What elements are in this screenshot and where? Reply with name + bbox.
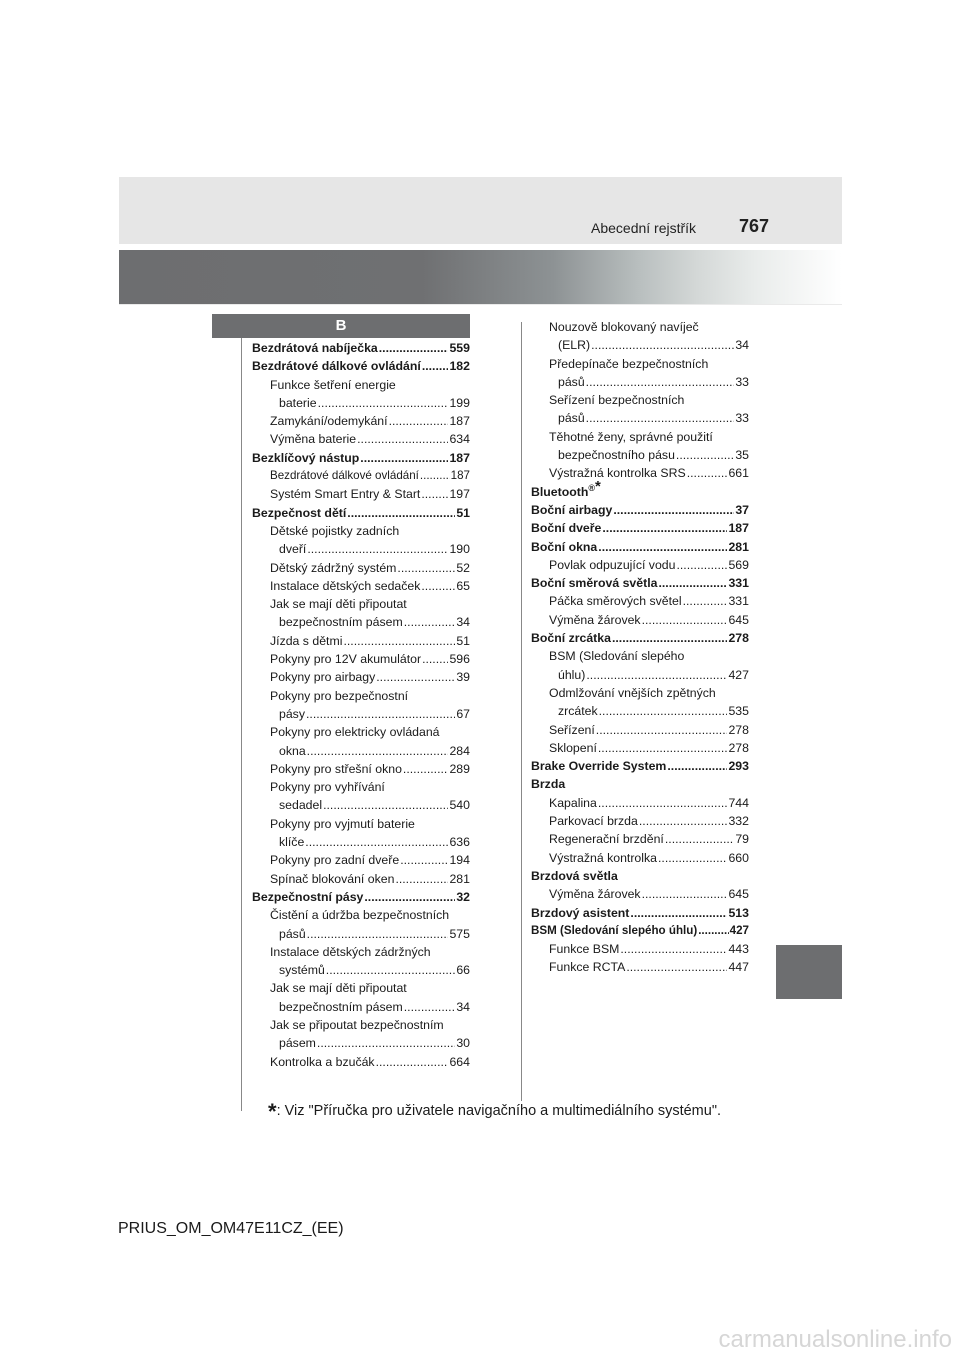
entry-label: Spínač blokování oken — [270, 871, 395, 886]
entry-page: 278 — [728, 740, 749, 755]
dot-leader — [389, 412, 449, 430]
index-subentry-line: Čistění a údržba bezpečnostních — [270, 908, 450, 923]
entry-label: Boční dveře — [531, 521, 602, 536]
entry-label: sedadel — [279, 798, 323, 813]
index-subentry-line: Jak se mají děti připoutat — [270, 597, 407, 612]
index-entry-heading — [531, 867, 749, 885]
entry-page: 331 — [728, 594, 749, 609]
index-subentry-line: Odmlžování vnějších zpětných — [549, 685, 716, 700]
entry-page: 199 — [449, 395, 470, 410]
index-entry — [531, 538, 749, 556]
dot-leader — [404, 613, 456, 631]
index-subentry — [531, 958, 749, 976]
entry-label: bezpečnostním pásem — [279, 615, 403, 630]
entry-label: Zamykání/odemykání — [270, 414, 388, 429]
dot-leader — [421, 577, 455, 595]
dot-leader — [598, 739, 728, 757]
index-subentry-line: Pokyny pro vyhřívání — [270, 780, 385, 795]
watermark: carmanualsonline.info — [718, 1326, 952, 1353]
dot-leader — [676, 556, 727, 574]
entry-page: 559 — [449, 341, 470, 355]
index-subentry-line: Pokyny pro elektricky ovládaná — [270, 725, 440, 740]
entry-label: bezpečnostního pásu — [558, 448, 675, 463]
index-entry — [531, 501, 749, 519]
entry-label: Boční airbagy — [531, 502, 613, 517]
entry-page: 30 — [456, 1036, 470, 1051]
entry-page: 187 — [449, 450, 470, 465]
index-column-right — [531, 318, 749, 977]
index-subentry — [531, 849, 749, 867]
dot-leader — [305, 833, 448, 851]
header-gradient-band — [119, 250, 842, 304]
index-entry-heading — [531, 775, 749, 793]
index-subentry — [531, 940, 749, 958]
index-subentry — [531, 702, 749, 720]
dot-leader — [665, 830, 734, 848]
index-subentry — [252, 467, 470, 485]
dot-leader — [642, 611, 728, 629]
entry-page: 540 — [449, 798, 470, 813]
document-code: PRIUS_OM_OM47E11CZ_(EE) — [118, 1220, 344, 1237]
dot-leader — [687, 464, 728, 482]
index-entry — [531, 904, 749, 922]
entry-label: Jízda s dětmi — [270, 633, 343, 648]
index-subentry-line: Instalace dětských zádržných — [270, 944, 431, 959]
entry-label: Regenerační brzdění — [549, 832, 664, 847]
column-rule-middle — [521, 322, 522, 1101]
index-entry — [531, 629, 749, 647]
entry-label: Brake Override System — [531, 759, 667, 774]
dot-leader — [598, 538, 727, 556]
footnote-text: : Viz "Příručka pro uživatele navigačního a multimediálního systému". — [276, 1103, 721, 1119]
index-subentry — [252, 925, 470, 943]
entry-label: pásů — [279, 926, 306, 941]
index-subentry — [252, 559, 470, 577]
index-subentry — [252, 961, 470, 979]
entry-page: 284 — [449, 743, 470, 758]
entry-page: 37 — [735, 502, 749, 517]
index-subentry — [531, 812, 749, 830]
index-subentry — [531, 794, 749, 812]
entry-page: 67 — [456, 706, 470, 721]
dot-leader — [612, 629, 728, 647]
entry-label: pásů — [558, 411, 585, 426]
entry-page: 744 — [728, 795, 749, 810]
entry-page: 33 — [735, 411, 749, 426]
column-rule-left — [241, 338, 242, 1111]
entry-page: 427 — [728, 667, 749, 682]
index-subentry — [252, 870, 470, 888]
dot-leader — [343, 632, 455, 650]
index-entry — [531, 922, 749, 940]
index-subentry-line: Funkce šetření energie — [270, 377, 396, 392]
index-subentry — [531, 666, 749, 684]
entry-label: Dětský zádržný systém — [270, 560, 397, 575]
entry-page: 32 — [456, 889, 470, 904]
entry-label: Výměna baterie — [270, 432, 357, 447]
entry-label: Páčka směrových světel — [549, 594, 682, 609]
entry-page: 39 — [456, 670, 470, 685]
dot-leader — [400, 851, 448, 869]
dot-leader — [421, 485, 448, 503]
entry-label: baterie — [279, 395, 317, 410]
entry-label: Pokyny pro airbagy — [270, 670, 376, 685]
index-subentry-line: Předepínače bezpečnostních — [549, 356, 709, 371]
index-letter-heading: B — [212, 314, 470, 338]
entry-page: 281 — [449, 871, 470, 886]
dot-leader — [360, 449, 448, 467]
dot-leader — [586, 373, 735, 391]
dot-leader — [613, 501, 734, 519]
index-side-tab — [776, 945, 842, 999]
dot-leader — [307, 925, 449, 943]
entry-page: 427 — [729, 923, 749, 937]
index-subentry — [252, 485, 470, 503]
index-entry — [531, 574, 749, 592]
dot-leader — [630, 904, 727, 922]
entry-label: dveří — [279, 542, 307, 557]
section-title: Abecední rejstřík — [591, 220, 697, 236]
index-subentry — [252, 668, 470, 686]
index-subentry-line: BSM (Sledování slepého — [549, 649, 685, 664]
entry-label: Seřízení — [549, 722, 595, 737]
entry-label: Instalace dětských sedaček — [270, 578, 421, 593]
entry-page: 194 — [449, 853, 470, 868]
dot-leader — [422, 357, 449, 375]
index-subentry-line: Seřízení bezpečnostních — [549, 393, 685, 408]
entry-page: 79 — [735, 832, 749, 847]
dot-leader — [307, 540, 448, 558]
entry-label: okna — [279, 743, 306, 758]
entry-label: Bezpečnost dětí — [252, 505, 347, 520]
dot-leader — [397, 559, 455, 577]
entry-page: 293 — [728, 759, 749, 774]
dot-leader — [667, 757, 727, 775]
dot-leader — [379, 339, 449, 357]
index-subentry — [252, 851, 470, 869]
entry-page: 278 — [728, 722, 749, 737]
dot-leader — [658, 849, 727, 867]
dot-leader — [307, 742, 449, 760]
entry-label: Výměna žárovek — [549, 887, 641, 902]
dot-leader — [420, 467, 450, 485]
footnote — [268, 1099, 721, 1125]
dot-leader — [596, 721, 728, 739]
index-subentry — [531, 739, 749, 757]
index-subentry — [531, 409, 749, 427]
dot-leader — [323, 796, 448, 814]
index-subentry-line: Nouzově blokovaný navíječ — [549, 320, 699, 334]
index-subentry-line: Dětské pojistky zadních — [270, 523, 400, 538]
entry-label: Bezdrátová nabíječka — [252, 341, 378, 355]
entry-label: Boční zrcátka — [531, 631, 611, 646]
entry-page: 66 — [456, 963, 470, 978]
dot-leader — [642, 885, 728, 903]
entry-label: Bezpečnostní pásy — [252, 889, 364, 904]
index-subentry — [252, 742, 470, 760]
index-subentry — [252, 705, 470, 723]
entry-page: 51 — [456, 505, 470, 520]
entry-page: 197 — [449, 487, 470, 502]
footnote-star: * — [268, 1099, 277, 1124]
index-entry — [252, 504, 470, 522]
index-subentry — [252, 412, 470, 430]
entry-label: klíče — [279, 835, 305, 850]
entry-page: 65 — [456, 578, 470, 593]
entry-page: 187 — [728, 521, 749, 536]
dot-leader — [376, 1053, 449, 1071]
index-subentry — [531, 611, 749, 629]
entry-label: (ELR) — [558, 338, 591, 353]
index-subentry — [531, 721, 749, 739]
entry-page: 34 — [735, 338, 749, 353]
dot-leader — [658, 574, 727, 592]
entry-label: Kapalina — [549, 795, 597, 810]
index-subentry — [252, 1034, 470, 1052]
entry-label: Brzdová světla — [531, 868, 618, 883]
entry-label: Systém Smart Entry & Start — [270, 487, 421, 502]
index-subentry — [252, 430, 470, 448]
entry-label: Sklopení — [549, 740, 597, 755]
dot-leader — [586, 666, 727, 684]
entry-page: 664 — [449, 1054, 470, 1069]
dot-leader — [620, 940, 727, 958]
dot-leader — [626, 958, 727, 976]
dot-leader — [357, 430, 448, 448]
entry-label: Bluetooth — [531, 484, 589, 499]
entry-page: 331 — [728, 576, 749, 591]
dot-leader — [306, 705, 455, 723]
entry-page: 182 — [449, 359, 470, 374]
index-subentry — [252, 540, 470, 558]
index-subentry — [531, 446, 749, 464]
entry-label: pásů — [558, 374, 585, 389]
entry-page: 569 — [728, 557, 749, 572]
header-bar — [119, 177, 842, 244]
index-subentry-line: Jak se mají děti připoutat — [270, 981, 407, 996]
dot-leader — [698, 922, 728, 940]
entry-label: Bezdrátové dálkové ovládání — [270, 469, 419, 483]
entry-label: Parkovací brzda — [549, 814, 638, 829]
index-subentry — [252, 796, 470, 814]
dot-leader — [404, 998, 456, 1016]
registered-mark: ® — [588, 482, 596, 493]
dot-leader — [326, 961, 456, 979]
page-number: 767 — [739, 216, 770, 236]
dot-leader — [364, 888, 455, 906]
dot-leader — [422, 650, 448, 668]
dot-leader — [347, 504, 455, 522]
entry-page: 34 — [456, 615, 470, 630]
entry-page: 660 — [728, 850, 749, 865]
entry-label: Kontrolka a bzučák — [270, 1054, 375, 1069]
entry-page: 52 — [456, 560, 470, 575]
entry-label: Brzdový asistent — [531, 905, 630, 920]
entry-page: 447 — [728, 960, 749, 975]
index-subentry — [252, 833, 470, 851]
entry-page: 187 — [450, 469, 470, 483]
entry-label: Pokyny pro zadní dveře — [270, 853, 400, 868]
entry-page: 575 — [449, 926, 470, 941]
index-subentry — [252, 760, 470, 778]
index-subentry-line: Pokyny pro bezpečnostní — [270, 688, 409, 703]
entry-label: zrcátek — [558, 704, 598, 719]
dot-leader — [317, 1034, 455, 1052]
entry-label: úhlu) — [558, 667, 586, 682]
entry-page: 289 — [449, 761, 470, 776]
index-subentry — [531, 885, 749, 903]
index-column-left — [252, 339, 470, 1071]
dot-leader — [403, 760, 449, 778]
index-subentry — [252, 1053, 470, 1071]
index-entry — [531, 757, 749, 775]
dot-leader — [395, 870, 448, 888]
entry-page: 645 — [728, 887, 749, 902]
entry-page: 596 — [449, 652, 470, 667]
entry-page: 278 — [728, 631, 749, 646]
index-subentry-line: Pokyny pro vyjmutí baterie — [270, 816, 415, 831]
entry-label: Funkce BSM — [549, 942, 620, 957]
entry-page: 661 — [728, 466, 749, 481]
index-subentry — [252, 613, 470, 631]
entry-label: Výstražná kontrolka SRS — [549, 466, 686, 481]
index-entry — [252, 357, 470, 375]
entry-label: Bezklíčový nástup — [252, 450, 360, 465]
entry-page: 535 — [728, 704, 749, 719]
entry-page: 645 — [728, 612, 749, 627]
entry-label: Bezdrátové dálkové ovládání — [252, 359, 421, 374]
entry-label: Funkce RCTA — [549, 960, 626, 975]
index-entry — [252, 449, 470, 467]
dot-leader — [586, 409, 735, 427]
entry-page: 634 — [449, 432, 470, 447]
index-subentry — [252, 577, 470, 595]
entry-label: pásem — [279, 1036, 316, 1051]
footnote-star-icon: * — [595, 477, 601, 495]
entry-page: 513 — [728, 905, 749, 920]
dot-leader — [639, 812, 728, 830]
entry-page: 190 — [449, 542, 470, 557]
index-entry — [252, 339, 470, 357]
entry-page: 332 — [728, 814, 749, 829]
entry-page: 33 — [735, 374, 749, 389]
header-divider — [119, 304, 842, 305]
entry-page: 443 — [728, 942, 749, 957]
entry-label: Brzda — [531, 777, 566, 792]
index-subentry — [531, 336, 749, 354]
dot-leader — [683, 592, 728, 610]
index-subentry — [531, 592, 749, 610]
dot-leader — [591, 336, 734, 354]
entry-page: 636 — [449, 835, 470, 850]
entry-label: Povlak odpuzující vodu — [549, 557, 676, 572]
entry-label: Pokyny pro 12V akumulátor — [270, 652, 422, 667]
entry-page: 187 — [449, 414, 470, 429]
entry-label: bezpečnostním pásem — [279, 999, 403, 1014]
index-entry — [531, 519, 749, 537]
entry-page: 281 — [728, 539, 749, 554]
entry-label: Výměna žárovek — [549, 612, 641, 627]
entry-label: systémů — [279, 963, 325, 978]
index-subentry-line: Těhotné ženy, správné použití — [549, 429, 713, 444]
dot-leader — [376, 668, 455, 686]
entry-label: Výstražná kontrolka — [549, 850, 657, 865]
entry-label: Boční směrová světla — [531, 576, 658, 591]
index-subentry — [531, 830, 749, 848]
index-subentry — [252, 632, 470, 650]
entry-page: 51 — [456, 633, 470, 648]
dot-leader — [599, 702, 728, 720]
index-entry-heading — [531, 477, 749, 501]
dot-leader — [318, 394, 449, 412]
index-subentry — [252, 998, 470, 1016]
entry-label: BSM (Sledování slepého úhlu) — [531, 923, 698, 937]
index-subentry — [531, 556, 749, 574]
entry-label: Boční okna — [531, 539, 598, 554]
index-subentry-line: Jak se připoutat bezpečnostním — [270, 1017, 444, 1032]
index-entry — [252, 888, 470, 906]
index-subentry — [531, 464, 749, 482]
index-subentry — [531, 373, 749, 391]
entry-page: 35 — [735, 448, 749, 463]
dot-leader — [598, 794, 728, 812]
dot-leader — [676, 446, 734, 464]
dot-leader — [602, 519, 727, 537]
entry-label: pásy — [279, 706, 305, 721]
entry-label: Pokyny pro střešní okno — [270, 761, 402, 776]
index-subentry — [252, 650, 470, 668]
entry-page: 34 — [456, 999, 470, 1014]
index-subentry — [252, 394, 470, 412]
